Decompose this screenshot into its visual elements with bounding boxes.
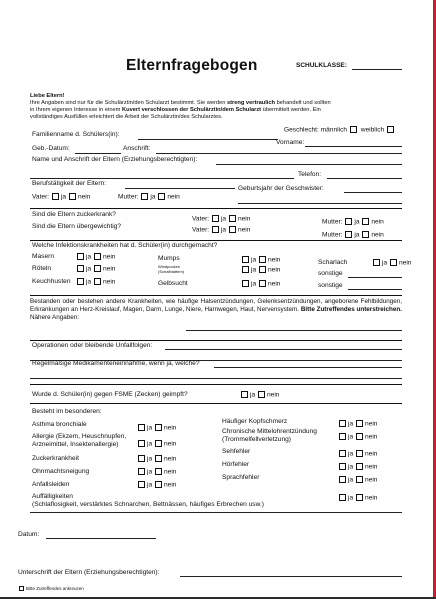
special-header: Besteht im besonderen: [32,408,102,415]
kopfschmerz-label: Häufiger Kopfschmerz [222,418,288,425]
gewicht-question: Sind die Eltern übergewichtig? [32,223,122,230]
scharlach-nein-checkbox[interactable] [390,259,397,266]
gender-label: Geschlecht: männlich [284,126,348,134]
trommelfell-label: (Trommelfellverletzung) [222,436,292,443]
ja-label: ja [147,455,153,463]
asthma-ja-checkbox[interactable] [138,424,145,431]
telefon-label: Telefon: [298,171,322,178]
nein-label: nein [102,253,116,261]
gender-row [284,126,396,134]
conditions-bold: Bitte Zutreffendes unterstreichen. [300,306,402,313]
telefon-field[interactable] [327,178,402,179]
sprachfehler-label: Sprachfehler [222,474,260,481]
zucker-mutter-nein-checkbox[interactable] [362,218,369,225]
beruf-mutter-row [118,193,180,201]
auffaelligkeiten-nein-checkbox[interactable] [356,494,363,501]
fsme-ja-checkbox[interactable] [241,391,248,398]
scharlach-ja-checkbox[interactable] [373,259,380,266]
mittelohr-label: Chronische Mittelohrentzündung [222,428,317,435]
divider [30,240,402,241]
roeteln-options [76,265,115,273]
ohnmacht-label: Ohnmachtsneigung [32,468,90,475]
asthma-options [137,424,176,432]
anfall-label: Anfallsleiden [32,481,70,488]
datum-field[interactable] [46,538,156,539]
sehfehler-options [338,450,377,458]
anschrift-field[interactable] [156,153,402,154]
operationen-field[interactable] [165,349,402,350]
sprachfehler-ja-checkbox[interactable] [339,476,346,483]
divider [30,295,402,296]
asthma-nein-checkbox[interactable] [155,424,162,431]
allergie-ja-checkbox[interactable] [138,440,145,447]
ja-label: ja [220,215,227,223]
page-title: Elternfragebogen [126,57,258,74]
fsme-options [240,391,279,399]
nein-label: nein [364,463,378,471]
nein-label: nein [77,193,91,201]
gewicht-vater-ja-checkbox[interactable] [212,226,219,233]
fsme-question: Wurde d. Schüler(in) gegen FSME (Zecken) geimpft? [32,391,188,398]
conditions-field[interactable] [186,330,402,331]
auffaelligkeiten-detail: (Schlaflosigkeit, verstärktes Schnarchen, Bettnässen, häufiges Erbrechen usw.) [32,501,264,508]
beruf-mutter-ja-checkbox[interactable] [141,193,148,200]
beruf-field[interactable] [125,188,235,189]
sonstige-label-2: sonstige [318,282,343,289]
geb-datum-field[interactable] [75,153,121,154]
windpocken-options [241,266,280,274]
zuckerkrankheit-ja-checkbox[interactable] [138,455,145,462]
nein-label: nein [398,259,412,267]
auffaelligkeiten-label: Auffälligkeiten [32,493,73,500]
nein-label: nein [167,193,180,201]
intro-line1: Ihre Angaben sind nur für die Schulärztin/den Schularzt bestimmt. Sie werden [30,100,227,106]
keuchhusten-nein-checkbox[interactable] [94,278,101,285]
ja-label: ja [348,494,354,502]
vater-label: Vater: [192,215,210,223]
nein-label: nein [102,278,116,286]
sehfehler-nein-checkbox[interactable] [356,450,363,457]
geburtsjahr-field[interactable] [344,192,402,193]
ja-label: ja [220,226,227,234]
kopfschmerz-ja-checkbox[interactable] [339,420,346,427]
mittelohr-options [338,433,377,441]
gewicht-mutter-row [322,231,384,239]
ja-label: ja [86,253,92,261]
anfall-nein-checkbox[interactable] [155,481,162,488]
nein-label: nein [163,481,177,489]
ja-label: ja [382,259,388,267]
divider [30,340,402,341]
mutter-label: Mutter: [118,193,139,201]
nein-label: nein [266,391,280,399]
zucker-vater-nein-checkbox[interactable] [229,215,236,222]
intro-line1-end: behandelt und sollten [275,100,331,106]
ja-label: ja [348,420,354,428]
geb-datum-label: Geb.-Datum: [32,145,70,152]
zuckerkrankheit-nein-checkbox[interactable] [155,455,162,462]
ja-label: ja [147,424,153,432]
nein-label: nein [102,265,116,273]
nein-label: nein [364,494,378,502]
ja-label: ja [147,481,153,489]
ja-label: ja [251,280,257,288]
windpocken-nein-checkbox[interactable] [259,266,266,273]
conditions-end: Nähere Angaben: [30,314,80,321]
familienname-field[interactable] [138,139,278,140]
nein-label: nein [364,450,378,458]
allergie-label: Allergie (Ekzem, Heuschnupfen, [32,433,127,440]
keuchhusten-label: Keuchhusten [32,278,71,285]
hoerfehler-nein-checkbox[interactable] [356,463,363,470]
keuchhusten-options [76,278,115,286]
nein-label: nein [371,218,384,226]
intro-greeting: Liebe Eltern! [30,93,65,99]
sonstige-field[interactable] [348,277,402,278]
anfall-options [137,481,176,489]
vorname-field[interactable] [305,146,402,147]
zuckerkrankheit-label: Zuckerkrankheit [32,455,79,462]
ja-label: ja [251,266,257,274]
mutter-label: Mutter: [322,218,343,226]
gewicht-vater-row [192,226,250,234]
mittelohr-ja-checkbox[interactable] [339,433,346,440]
gewicht-mutter-ja-checkbox[interactable] [345,231,352,238]
gewicht-mutter-nein-checkbox[interactable] [362,231,369,238]
masern-nein-checkbox[interactable] [94,253,101,260]
gelbsucht-label: Gelbsucht [158,280,188,287]
datum-label: Datum: [18,531,40,538]
kopfschmerz-options [338,420,377,428]
beruf-vater-row [32,193,90,201]
divider [30,384,402,385]
roeteln-ja-checkbox[interactable] [77,265,84,272]
ja-label: ja [150,193,156,201]
male-checkbox[interactable] [350,126,357,133]
nein-label: nein [237,215,251,223]
masern-ja-checkbox[interactable] [77,253,84,260]
nein-label: nein [364,420,378,428]
beruf-label: Berufstätigkeit der Eltern: [32,180,107,187]
zucker-question: Sind die Eltern zuckerkrank? [32,211,116,218]
unterschrift-field[interactable] [180,576,402,577]
divider [30,208,402,209]
nein-label: nein [163,468,177,476]
ja-label: ja [86,278,92,286]
divider [30,403,402,404]
zucker-mutter-row [322,218,384,226]
mumps-label: Mumps [158,255,180,262]
beruf-vater-nein-checkbox[interactable] [69,193,76,200]
sonstige-field-2[interactable] [348,289,402,290]
unterschrift-label: Unterschrift der Eltern (Erziehungsberechtigten): [18,569,160,576]
ja-label: ja [354,218,360,226]
gelbsucht-nein-checkbox[interactable] [259,280,266,287]
intro-line2-end: übermittelt werden. Ein [261,107,321,113]
ja-label: ja [251,256,257,264]
scharlach-label: Scharlach [318,259,348,266]
ja-label: ja [354,231,360,239]
mittelohr-nein-checkbox[interactable] [356,433,363,440]
nein-label: nein [237,226,251,234]
zucker-vater-ja-checkbox[interactable] [212,215,219,222]
eltern-field-2[interactable] [30,178,294,179]
conditions-text: Bestanden oder bestehen andere Krankheiten, wie häufige Halsentzündungen, Gelenksentzündungen, angeborene Fehlbildungen, Erkrankungen an Herz-Kreislauf, Magen, Darm, Lunge, Niere, Harnwegen, Haut, Nervensystem. [30,298,402,313]
intro-line2: in Ihrem eigenen Interesse in einem [30,107,122,113]
sehfehler-label: Sehfehler [222,448,251,455]
ja-label: ja [348,476,354,484]
vater-label: Vater: [32,193,50,201]
nein-label: nein [364,433,378,441]
mumps-options [241,256,280,264]
ohnmacht-nein-checkbox[interactable] [155,468,162,475]
geburtsjahr-field-2[interactable] [238,203,402,204]
auffaelligkeiten-options [338,494,377,502]
schafblattern-label: (Schafblattern) [158,269,185,274]
conditions-paragraph [30,298,402,322]
footnote-text: Bitte Zutreffendes ankreuzen [26,586,84,591]
ohnmacht-ja-checkbox[interactable] [138,468,145,475]
vater-label: Vater: [192,226,210,234]
female-label: weiblich [360,126,385,134]
schulklasse-label: SCHULKLASSE: [296,62,347,69]
geburtsjahr-label: Geburtsjahr der Geschwister: [238,185,324,192]
nein-label: nein [267,280,281,288]
anschrift-label: Anschrift: [123,145,151,152]
nein-label: nein [371,231,384,239]
allergie-nein-checkbox[interactable] [155,440,162,447]
fsme-nein-checkbox[interactable] [258,391,265,398]
hoerfehler-ja-checkbox[interactable] [339,463,346,470]
ja-label: ja [147,468,153,476]
mumps-ja-checkbox[interactable] [242,256,249,263]
nein-label: nein [267,266,281,274]
masern-options [76,253,115,261]
sonstige-label: sonstige [318,270,343,277]
gelbsucht-ja-checkbox[interactable] [242,280,249,287]
vorname-label: Vorname: [276,139,305,146]
gelbsucht-options [241,280,280,288]
intro-line3: vollständiges Ausfüllen erleichtert die Arbeit der Schulärztin/des Schularztes. [30,114,223,120]
medikamente-field-2[interactable] [30,378,402,379]
zucker-mutter-ja-checkbox[interactable] [345,218,352,225]
ja-label: ja [348,463,354,471]
asthma-label: Asthma bronchiale [32,421,87,428]
footnote [18,586,84,591]
familienname-label: Familienname d. Schülers(in): [32,131,120,138]
schulklasse-field[interactable] [352,69,402,70]
anfall-ja-checkbox[interactable] [138,481,145,488]
ja-label: ja [250,391,256,399]
auffaelligkeiten-field[interactable] [30,512,402,513]
hoerfehler-options [338,463,377,471]
kopfschmerz-nein-checkbox[interactable] [356,420,363,427]
female-checkbox[interactable] [387,126,394,133]
zuckerkrankheit-options [137,455,176,463]
medikamente-label: Regelmäßige Medikamenteneinnahme, wenn ja, welche? [32,360,200,367]
zucker-vater-row [192,215,250,223]
ja-label: ja [348,450,354,458]
sprachfehler-options [338,476,377,484]
roeteln-label: Röteln [32,265,52,272]
operationen-label: Operationen oder bleibende Unfallfolgen: [32,342,153,349]
ja-label: ja [348,433,354,441]
eltern-label: Name und Anschrift der Eltern (Erziehungsberechtigten): [32,156,198,163]
nein-label: nein [364,476,378,484]
nein-label: nein [163,424,177,432]
beruf-mutter-nein-checkbox[interactable] [158,193,165,200]
allergie-options [137,440,176,448]
windpocken-ja-checkbox[interactable] [242,266,249,273]
eltern-field[interactable] [216,164,402,165]
mutter-label: Mutter: [322,231,343,239]
sprachfehler-nein-checkbox[interactable] [356,476,363,483]
keuchhusten-ja-checkbox[interactable] [77,278,84,285]
nein-label: nein [163,440,177,448]
gewicht-vater-nein-checkbox[interactable] [229,226,236,233]
scharlach-options [372,259,411,267]
medikamente-field[interactable] [214,367,402,368]
beruf-vater-ja-checkbox[interactable] [52,193,59,200]
auffaelligkeiten-ja-checkbox[interactable] [339,494,346,501]
windpocken-label: Windpocken [158,264,181,269]
nein-label: nein [163,455,177,463]
intro-line2-bold: Kuvert verschlossen der Schulärztin/dem Schularzt [122,107,262,113]
nein-label: nein [267,256,281,264]
ohnmacht-options [137,468,176,476]
ja-label: ja [60,193,67,201]
roeteln-nein-checkbox[interactable] [94,265,101,272]
sehfehler-ja-checkbox[interactable] [339,450,346,457]
hoerfehler-label: Hörfehler [222,461,250,468]
footnote-checkbox-icon [19,586,24,591]
masern-label: Masern [32,253,54,260]
infections-question: Welche Infektionskrankheiten hat d. Schüler(in) durchgemacht? [32,242,218,249]
mumps-nein-checkbox[interactable] [259,256,266,263]
ja-label: ja [147,440,153,448]
ja-label: ja [86,265,92,273]
intro-text [30,93,402,121]
intro-line1-bold: streng vertraulich [226,100,276,106]
allergie-label-2: Arzneimittel, Insektenallergie) [32,441,119,448]
